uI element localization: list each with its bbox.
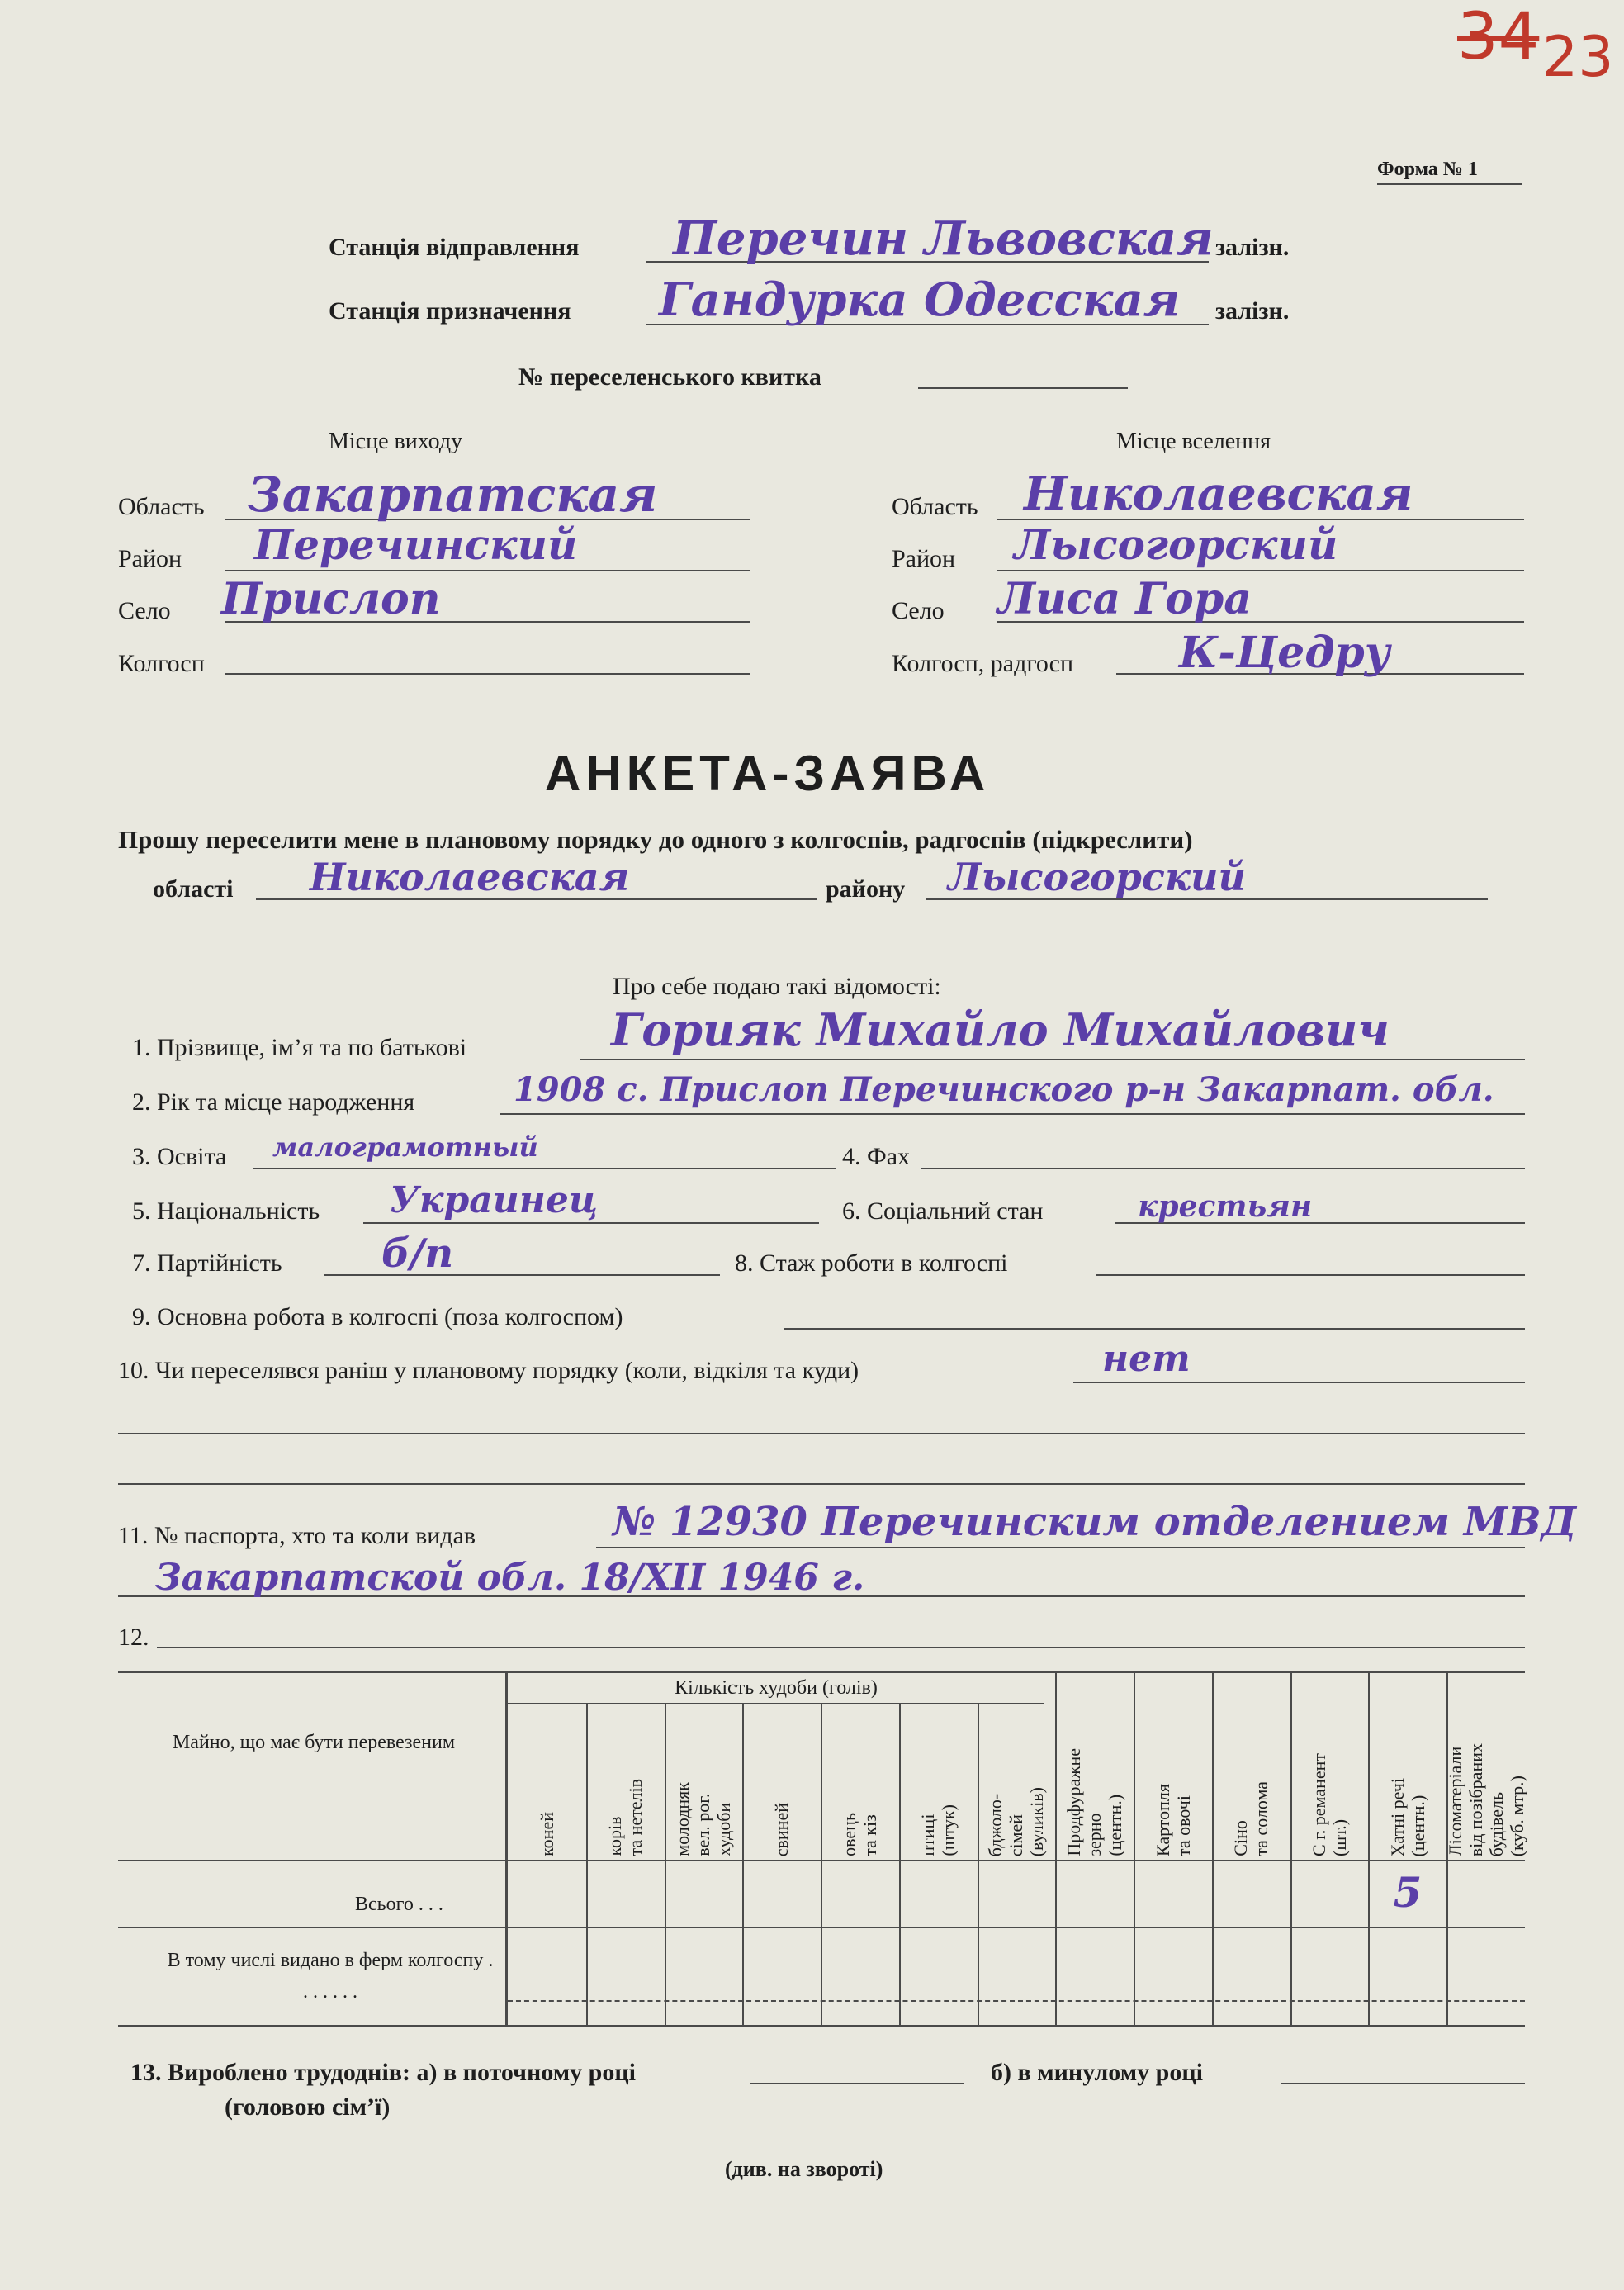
request-raion-label: району (826, 875, 906, 903)
field-9-label: 9. Основна робота в колгоспі (поза колгоспом) (132, 1303, 623, 1330)
dest-kolkhoz-value: К-Цедру (1179, 628, 1390, 678)
table-column-header-text: молодняк вел. рог. худоби (672, 1782, 735, 1856)
table-column-header (1290, 1675, 1369, 1856)
property-header: Майно, що має бути перевезеним (172, 1732, 456, 1753)
form-label: Форма № 1 (1377, 159, 1478, 180)
table-column-header (1446, 1675, 1525, 1856)
table-column-header (665, 1706, 743, 1856)
table-column-header (1368, 1675, 1446, 1856)
ticket-label: № переселенського квитка (518, 363, 821, 391)
ticket-line (918, 387, 1128, 389)
destination-station-value: Гандурка Одесская (659, 273, 1181, 327)
table-column-header (821, 1706, 899, 1856)
footer-note: (див. на звороті) (725, 2157, 883, 2181)
field-10-extra-line-1 (118, 1433, 1525, 1434)
row-farm-inner-rule (508, 2000, 1525, 2002)
origin-district-value: Перечинский (254, 520, 578, 569)
field-10-value: нет (1102, 1338, 1191, 1380)
workdays-current-line (750, 2083, 964, 2084)
table-column-header-text: свиней (771, 1802, 793, 1856)
field-5-label: 5. Національність (132, 1197, 320, 1225)
origin-kolkhoz-label: Колгосп (118, 650, 205, 677)
table-column-header-text: Картопля та овочі (1152, 1783, 1194, 1856)
archive-number-crossed: 34 (1457, 0, 1540, 74)
field-10-label: 10. Чи переселявся раніш у плановому порядку (коли, відкіля та куди) (118, 1357, 859, 1384)
table-column-header (978, 1706, 1056, 1856)
row-farm-label: В тому числі видано в ферм колгоспу . . . . . . . (167, 1950, 494, 2003)
field-3-line (253, 1168, 836, 1169)
table-column-header (508, 1706, 586, 1856)
origin-district-label: Район (118, 545, 182, 572)
livestock-header-rule (508, 1703, 1044, 1704)
table-column-header-text: овець та кіз (839, 1813, 881, 1856)
table-column-header-text: бджоло- сімей (вуликів) (985, 1786, 1048, 1856)
dest-kolkhoz-label: Колгосп, радгосп (892, 650, 1074, 677)
field-3-label: 3. Освіта (132, 1143, 227, 1170)
origin-village-value: Прислоп (221, 574, 441, 624)
form-label-underline (1377, 183, 1522, 185)
table-column-header-text: Продфуражне зерно (центн.) (1063, 1748, 1126, 1856)
request-raion-value: Лысогорский (948, 855, 1246, 899)
field-11-line (596, 1547, 1525, 1548)
field-1-line (580, 1059, 1525, 1060)
archive-number: 23 (1542, 25, 1614, 90)
origin-village-label: Село (118, 597, 171, 624)
field-10-extra-line-2 (118, 1483, 1525, 1485)
field-11-value-line-2: Закарпатской обл. 18/XII 1946 г. (155, 1557, 865, 1599)
table-bottom-rule (118, 2025, 1525, 2027)
origin-kolkhoz-line (225, 673, 750, 675)
origin-region-value: Закарпатская (248, 467, 658, 523)
dest-district-line (997, 570, 1524, 571)
table-column-header-text: корів та нетелів (604, 1779, 646, 1856)
request-oblast-value: Николаевская (310, 855, 630, 899)
field-6-value: крестьян (1138, 1189, 1313, 1224)
field-8-label: 8. Стаж роботи в колгоспі (735, 1249, 1008, 1277)
table-column-header-text: Хатні речі (центн.) (1386, 1777, 1428, 1856)
document-title: АНКЕТА-ЗАЯВА (545, 746, 991, 801)
dest-district-label: Район (892, 545, 956, 572)
field-12-line (157, 1647, 1525, 1648)
dest-region-label: Область (892, 493, 978, 520)
table-column-header (899, 1706, 978, 1856)
workdays-previous-line (1281, 2083, 1525, 2084)
table-column-header-text: Лісоматеріали від позібраних будівель (куб. мтр.) (1444, 1742, 1527, 1856)
request-oblast-label: області (153, 875, 234, 903)
destination-railway-label: залізн. (1215, 297, 1290, 325)
field-1-label: 1. Прізвище, ім’я та по батькові (132, 1034, 467, 1061)
workdays-sub-label: (головою сім’ї) (225, 2093, 391, 2121)
table-column-header (1212, 1675, 1290, 1856)
field-10-line (1073, 1382, 1525, 1383)
field-4-line (921, 1168, 1525, 1169)
request-text: Прошу переселити мене в плановому порядку до одного з колгоспів, радгоспів (підкреслити) (118, 825, 1193, 854)
field-11-label: 11. № паспорта, хто та коли видав (118, 1522, 476, 1549)
field-8-line (1096, 1274, 1525, 1276)
about-heading: Про себе подаю такі відомості: (613, 973, 941, 1000)
workdays-previous-label: б) в минулому році (991, 2059, 1203, 2086)
destination-heading: Місце вселення (1116, 429, 1271, 454)
field-2-line (500, 1113, 1525, 1115)
table-column-header (586, 1706, 665, 1856)
dest-village-label: Село (892, 597, 945, 624)
field-5-line (363, 1222, 819, 1224)
field-4-label: 4. Фах (842, 1143, 911, 1170)
dest-region-value: Николаевская (1024, 467, 1413, 521)
row-total-label: Всього . . . (355, 1894, 443, 1915)
field-3-value: малограмотный (272, 1131, 538, 1163)
table-top-rule (118, 1671, 1525, 1673)
departure-station-label: Станція відправлення (329, 234, 580, 261)
field-1-value: Горияк Михайло Михайлович (611, 1003, 1390, 1056)
origin-region-label: Область (118, 493, 205, 520)
table-column-header-text: коней (536, 1812, 557, 1856)
table-column-header-text: С г. реманент (шт.) (1309, 1753, 1351, 1856)
row-total-value: 5 (1393, 1868, 1423, 1917)
field-2-value: 1908 с. Прислоп Перечинского р-н Закарпат. обл. (514, 1070, 1494, 1109)
livestock-header: Кількість худоби (голів) (675, 1677, 878, 1699)
table-column-header (742, 1706, 821, 1856)
field-11-value-line-1: № 12930 Перечинским отделением МВД (613, 1499, 1577, 1545)
table-column-header-text: птиці (штук) (917, 1804, 959, 1856)
dest-village-value: Лиса Гора (997, 574, 1252, 624)
field-2-label: 2. Рік та місце народження (132, 1088, 415, 1116)
field-6-label: 6. Соціальний стан (842, 1197, 1044, 1225)
table-column-header-text: Сіно та солома (1230, 1781, 1272, 1856)
field-7-label: 7. Партійність (132, 1249, 282, 1277)
origin-heading: Місце виходу (329, 429, 463, 454)
field-5-value: Украинец (390, 1179, 599, 1221)
table-column-header (1134, 1675, 1212, 1856)
field-7-value: б/п (381, 1230, 454, 1277)
origin-district-line (225, 570, 750, 571)
workdays-label: 13. Вироблено трудоднів: а) в поточному році (130, 2059, 636, 2086)
field-12-label: 12. (118, 1624, 149, 1651)
field-9-line (784, 1328, 1525, 1330)
table-column-header (1055, 1675, 1134, 1856)
departure-railway-label: залізн. (1215, 234, 1290, 261)
departure-station-value: Перечин Львовская (673, 211, 1214, 266)
dest-district-value: Лысогорский (1014, 520, 1338, 569)
destination-station-label: Станція призначення (329, 297, 571, 325)
